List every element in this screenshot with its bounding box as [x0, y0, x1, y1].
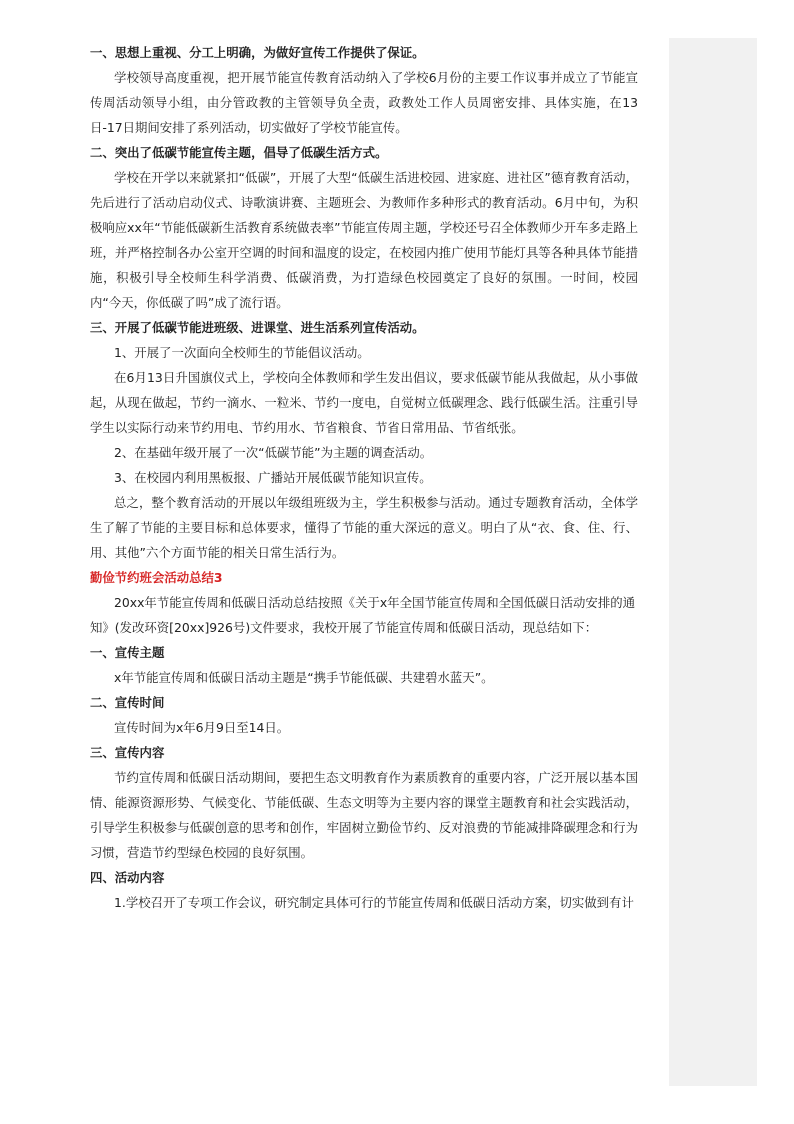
paragraph: 总之，整个教育活动的开展以年级组班级为主，学生积极参与活动。通过专题教育活动，全体学生了解了节能的主要目标和总体要求，懂得了节能的重大深远的意义。明白了从“衣、食、住、行、用、其他”六个方面节能的相关日常生活行为。	[90, 495, 638, 560]
paragraph: 3、在校园内利用黑板报、广播站开展低碳节能知识宣传。	[114, 470, 432, 485]
paragraph: 学校领导高度重视，把开展节能宣传教育活动纳入了学校6月份的主要工作议事并成立了节能宣传周活动领导小组，由分管政教的主管领导负全责，政教处工作人员周密安排、具体实施，在13日-17日期间安排了系列活动，切实做好了学校节能宣传。	[90, 70, 638, 135]
section-heading-content: 三、宣传内容	[90, 745, 165, 760]
section-heading-2: 二、突出了低碳节能宣传主题，倡导了低碳生活方式。	[90, 145, 388, 160]
section-heading-theme: 一、宣传主题	[90, 645, 165, 660]
paragraph: 1、开展了一次面向全校师生的节能倡议活动。	[114, 345, 370, 360]
section-heading-3: 三、开展了低碳节能进班级、进课堂、进生活系列宣传活动。	[90, 320, 425, 335]
document-body	[90, 40, 638, 915]
intro-paragraph: 20xx年节能宣传周和低碳日活动总结按照《关于x年全国节能宣传周和全国低碳日活动安排的通知》(发改环资[20xx]926号)文件要求，我校开展了节能宣传周和低碳日活动，现总结如下：	[90, 595, 635, 635]
paragraph: 学校在开学以来就紧扣“低碳”，开展了大型“低碳生活进校园、进家庭、进社区”德育教育活动，先后进行了活动启动仪式、诗歌演讲赛、主题班会、为教师作多种形式的教育活动。6月中旬，为积极响应xx年“节能低碳新生活教育系统做表率”节能宣传周主题，学校还号召全体教师少开车多走路上班，并严格控制各办公室开空调的时间和温度的设定，在校园内推广使用节能灯具等各种具体节能措施，积极引导全校师生科学消费、低碳消费，为打造绿色校园奠定了良好的氛围。一时间，校园内“今天，你低碳了吗”成了流行语。	[90, 170, 638, 310]
paragraph: x年节能宣传周和低碳日活动主题是“携手节能低碳、共建碧水蓝天”。	[114, 670, 494, 685]
section-heading-1: 一、思想上重视、分工上明确，为做好宣传工作提供了保证。	[90, 45, 425, 60]
paragraph: 节约宣传周和低碳日活动期间，要把生态文明教育作为素质教育的重要内容，广泛开展以基本国情、能源资源形势、气候变化、节能低碳、生态文明等为主要内容的课堂主题教育和社会实践活动，引导学生积极参与低碳创意的思考和创作，牢固树立勤俭节约、反对浪费的节能减排降碳理念和行为习惯，营造节约型绿色校园的良好氛围。	[90, 770, 638, 860]
right-margin-panel	[669, 38, 757, 1086]
paragraph: 在6月13日升国旗仪式上，学校向全体教师和学生发出倡议，要求低碳节能从我做起，从小事做起，从现在做起，节约一滴水、一粒米、节约一度电，自觉树立低碳理念、践行低碳生活。注重引导学生以实际行动来节约用电、节约用水、节省粮食、节省日常用品、节省纸张。	[90, 370, 638, 435]
paragraph: 宣传时间为x年6月9日至14日。	[114, 720, 290, 735]
paragraph: 1.学校召开了专项工作会议，研究制定具体可行的节能宣传周和低碳日活动方案，切实做到有计	[114, 895, 634, 910]
paragraph: 2、在基础年级开展了一次“低碳节能”为主题的调查活动。	[114, 445, 433, 460]
section-heading-activities: 四、活动内容	[90, 870, 165, 885]
section-heading-time: 二、宣传时间	[90, 695, 165, 710]
article-title: 勤俭节约班会活动总结3	[90, 570, 223, 585]
